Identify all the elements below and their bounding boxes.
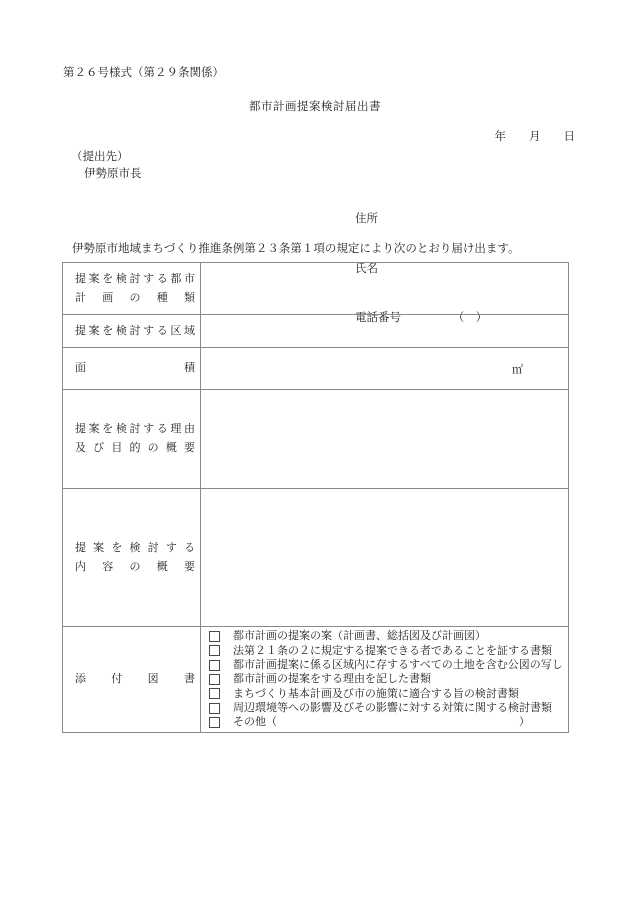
attachment-label: その他（ ）: [233, 716, 530, 729]
content-value: [201, 489, 569, 627]
attachment-item: [209, 644, 564, 658]
attachment-label: 周辺環境等への影響及びその影響に対する対策に関する検討書類: [233, 702, 552, 715]
date-line: 年 月 日: [494, 131, 575, 143]
form-number: 第２６号様式（第２９条関係）: [63, 67, 224, 79]
row-label-line: 提案を検討する区域: [75, 324, 195, 337]
table-row-content: [63, 489, 569, 627]
attachment-item: [209, 715, 564, 729]
row-label-area-zone: [63, 315, 201, 348]
table-row-plan-kind: [63, 263, 569, 315]
address-label: 住所: [355, 213, 378, 225]
declaration-text: 伊勢原市地域まちづくり推進条例第２３条第１項の規定により次のとおり届け出ます。: [72, 243, 520, 255]
attachment-item: [209, 701, 564, 715]
row-label-reason: [63, 390, 201, 489]
checkbox-icon: [209, 703, 220, 714]
plan-kind-value: [201, 263, 569, 315]
checkbox-icon: [209, 688, 220, 699]
table-row-area-size: [63, 348, 569, 390]
area-zone-value: [201, 315, 569, 348]
row-label-content: [63, 489, 201, 627]
attachment-item: [209, 672, 564, 686]
table-row-reason: [63, 390, 569, 489]
checkbox-icon: [209, 660, 220, 671]
recipient-name: 伊勢原市長: [84, 168, 142, 180]
row-label-plan-kind: [63, 263, 201, 315]
row-label-line: 提案を検討する都市: [75, 272, 195, 285]
page-title: 都市計画提案検討届出書: [249, 101, 381, 113]
table-row-attachments: [63, 627, 569, 733]
attachment-label: 都市計画提案に係る区域内に存するすべての土地を含む公図の写し: [233, 658, 563, 671]
phone-label: 電話番号 （ ）: [355, 312, 488, 324]
row-label-line: 提案を検討する理由: [75, 423, 195, 435]
attachment-label: 都市計画の提案をする理由を記した書類: [233, 673, 431, 686]
row-label-line: 計画の種類: [75, 291, 195, 304]
checkbox-icon: [209, 717, 220, 728]
form-table: [62, 262, 569, 733]
attachment-label: まちづくり基本計画及び市の施策に適合する旨の検討書類: [233, 687, 519, 700]
recipient-label: （提出先）: [71, 151, 129, 163]
checkbox-icon: [209, 674, 220, 685]
name-label: 氏名: [355, 262, 378, 275]
checkbox-icon: [209, 645, 220, 656]
row-label-attachments: [63, 627, 201, 733]
attachment-item: [209, 658, 564, 672]
row-label-line: 内容の概要: [75, 560, 195, 573]
reason-value: [201, 390, 569, 489]
attachment-item: [209, 629, 564, 643]
attachment-label: 都市計画の提案の案（計画書、総括図及び計画図）: [233, 630, 486, 643]
table-row-area-zone: [63, 315, 569, 348]
area-size-value: [201, 348, 569, 390]
row-label-area-size: [63, 348, 201, 390]
row-label-line: 提案を検討する: [75, 541, 195, 554]
square-meter-unit: ㎡: [512, 363, 523, 376]
attachments-list: [201, 627, 569, 733]
attachment-item: [209, 687, 564, 701]
attachment-label: 法第２１条の２に規定する提案できる者であることを証する書類: [233, 644, 552, 657]
checkbox-icon: [209, 631, 220, 642]
row-label-line: 添付図書: [75, 673, 195, 685]
row-label-line: 及び目的の概要: [75, 442, 195, 454]
row-label-line: 面積: [75, 362, 195, 374]
